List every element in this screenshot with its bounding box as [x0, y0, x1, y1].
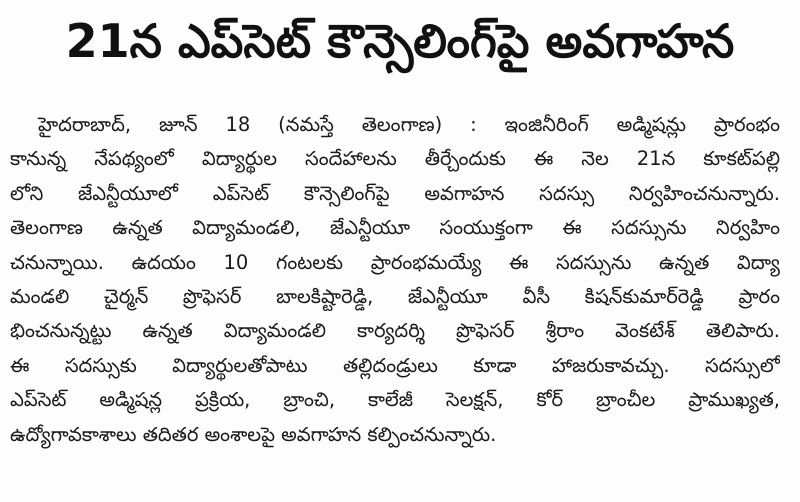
article-line-5: చనున్నాయి. ఉదయం 10 గంటలకు ప్రారంభమయ్యే ఈ సదస్సును ఉన్నత విద్యా [10, 250, 780, 274]
article-line-10: ఉద్యోగావకాశాలు తదితర అంశాలపై అవగాహన కల్పించనున్నారు. [10, 422, 497, 446]
article-body [10, 108, 780, 452]
article-line-3: లోని జేఎన్టీయూలో ఎప్‌సెట్‌ కౌన్సెలింగ్‌పై అవగాహన సదస్సు నిర్వహించనున్నారు. [10, 181, 780, 205]
article-line-1: హైదరాబాద్‌, జూన్‌ 18 (నమస్తే తెలంగాణ) : ఇంజినీరింగ్‌ అడ్మిషన్లు ప్రారంభం [38, 113, 780, 136]
headline: 21న ఎప్‌సెట్‌ కౌన్సెలింగ్‌పై అవగాహన [65, 14, 735, 68]
article-line-4: తెలంగాణ ఉన్నత విద్యామండలి, జేఎన్టీయూ సంయుక్తంగా ఈ సదస్సును నిర్వహిం [10, 216, 780, 240]
article-line-8: ఈ సదస్సుకు విద్యార్థులతోపాటు తల్లిదండ్రులు కూడా హాజరుకావచ్చు. సదస్సులో [10, 353, 780, 377]
article-line-7: భించనున్నట్టు ఉన్నత విద్యామండలి కార్యదర్శి ప్రొఫెసర్‌ శ్రీరాం వెంకటేశ్‌ తెలిపారు. [10, 319, 780, 343]
article-line-2: కానున్న నేపథ్యంలో విద్యార్థుల సందేహాలను తీర్చేందుకు ఈ నెల 21న కూకట్‌పల్లి [10, 147, 780, 171]
article-line-9: ఎప్‌సెట్‌ అడ్మిషన్ల ప్రక్రియ, బ్రాంచి, కాలేజీ సెలక్షన్‌, కోర్‌ బ్రాంచీల ప్రాముఖ్యత, [10, 388, 780, 412]
article-line-6: మండలి చైర్మన్‌ ప్రొఫెసర్‌ బాలకిష్టారెడ్డి, జేఎన్టీయూ వీసీ కిషన్‌కుమార్‌రెడ్డి ప్రారం [10, 284, 780, 308]
